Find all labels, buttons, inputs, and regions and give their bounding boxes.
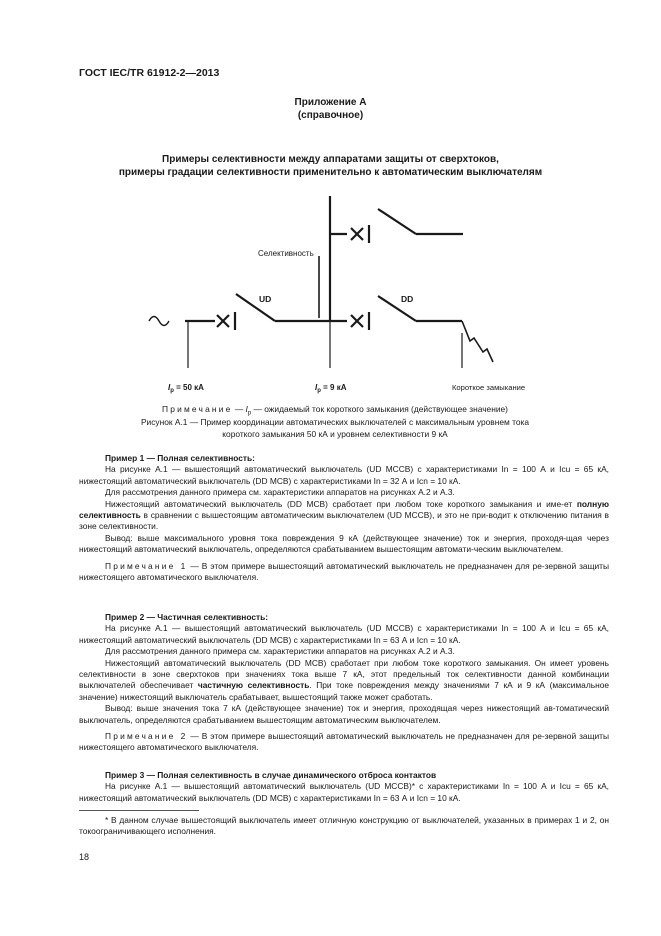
footnote: * В данном случае вышестоящий выключатель имеет отличную конструкцию от выключателей, указанных в примерах 1 и 2, он токоограничивающего исполнения. <box>79 815 609 837</box>
footnote-divider <box>79 810 199 811</box>
appendix-title: Приложение А <box>294 97 367 108</box>
figure-heading-line2: примеры градации селективности применительно к автоматическим выключателям <box>118 167 543 178</box>
example2-paragraph4: Вывод: выше значения тока 7 кА (действующее значение) ток и энергия, проходящая через нижестоящий ав-томатический выключатель, определяются срабатыванием вышестоящим автоматическим выключателем. <box>79 703 609 725</box>
example3-paragraph1: На рисунке А.1 — вышестоящий автоматический выключатель (UD MCCB)* с характеристиками In = 100 А и Icu = 65 кА, нижестоящий автоматический выключатель (DD MCB) с характеристиками In = 63 А и Icn = 10 кА. <box>79 781 609 803</box>
figure-caption-line1: Рисунок А.1 — Пример координации автоматических выключателей с максимальным уровнем тока <box>140 417 530 427</box>
example1-paragraph3: Нижестоящий автоматический выключатель (DD MCB) сработает при любом токе короткого замыкания и име-ет полную селективность в сравнении с вышестоящим автоматическим выключателем (UD MCCB), и это не при-водит к отключению питания в зоне селективности. <box>79 498 609 532</box>
example2-title: Пример 2 — Частичная селективность: <box>105 612 269 622</box>
example2-paragraph1: На рисунке А.1 — вышестоящий автоматический выключатель (UD MCCB) с характеристиками In = 100 А и Icu = 65 кА, нижестоящий автоматический выключатель (DD MCB) с характеристиками In = 63 А и Icn = 10 кА. <box>79 623 609 645</box>
example1-paragraph4: Вывод: выше максимального уровня тока повреждения 9 кА (действующее значение) ток и энергия, проходя-щая через нижестоящий автоматический выключатель, определяются срабатыванием вышестоящим автомати-ческим выключателем. <box>79 532 609 555</box>
example2-section <box>79 612 609 754</box>
ud-label: UD <box>259 294 272 304</box>
example1-paragraph1: На рисунке А.1 — вышестоящий автоматический выключатель (UD MCCB) с характеристиками In = 100 А и Icu = 65 кА, нижестоящий автоматический выключатель (DD MCB) с характеристиками In = 32 А и Icn = 10 кА. <box>79 464 610 486</box>
example1-title: Пример 1 — Полная селективность: <box>105 453 255 463</box>
ip-left-label: $I_p = 50$ кА <box>168 383 204 394</box>
figure-heading-line1: Примеры селективности между аппаратами защиты от сверхтоков, <box>162 154 499 165</box>
dd-label: DD <box>401 294 414 304</box>
selectivity-diagram <box>0 185 661 400</box>
ac-source-icon <box>149 317 169 326</box>
appendix-subtitle: (справочное) <box>297 110 364 121</box>
selectivity-label: Селективность <box>258 249 314 258</box>
example1-note: Примечание 1 — В этом примере вышестоящий автоматический выключатель не предназначен для ре-зервной защиты нижестоящего автоматического выключателя. <box>79 560 610 583</box>
document-header: ГОСТ IEC/TR 61912-2—2013 <box>79 67 220 79</box>
example2-paragraph3: Нижестоящий автоматический выключатель (DD MCB) сработает при любом токе короткого замыкания. Он имеет уровень селективности в зоне сверхтоков при значениях тока выше 7 кА, этот предельный ток селективности данной комбинации выключателей обеспечивает частичную селективность. При токе повреждения между значениями 7 кА и 9 кА (максимальное значение) нижестоящий выключатель срабатывает, вышестоящий также может сработать. <box>79 657 610 702</box>
example2-note: Примечание 2 — В этом примере вышестоящий автоматический выключатель не предназначен для ре-зервной защиты нижестоящего автоматического выключателя. <box>79 731 610 753</box>
page-number: 18 <box>79 852 90 862</box>
example1-section <box>79 453 609 583</box>
example2-paragraph2: Для рассмотрения данного примера см. характеристики аппаратов на рисунках А.2 и А.3. <box>105 646 455 657</box>
figure-caption-line2: короткого замыкания 50 кА и уровнем селективности 9 кА <box>222 429 448 439</box>
example3-section <box>79 770 609 804</box>
example3-title: Пример 3 — Полная селективность в случае динамического отброса контактов <box>105 770 437 780</box>
ip-mid-label: $I_p = 9$ кА <box>315 383 347 394</box>
figure-note: Примечание — $I_p$ — ожидаемый ток короткого замыкания (действующее значение) <box>162 404 508 417</box>
example1-paragraph2: Для рассмотрения данного примера см. характеристики аппаратов на рисунках А.2 и А.3. <box>105 487 455 498</box>
short-circuit-label: Короткое замыкание <box>452 383 526 392</box>
